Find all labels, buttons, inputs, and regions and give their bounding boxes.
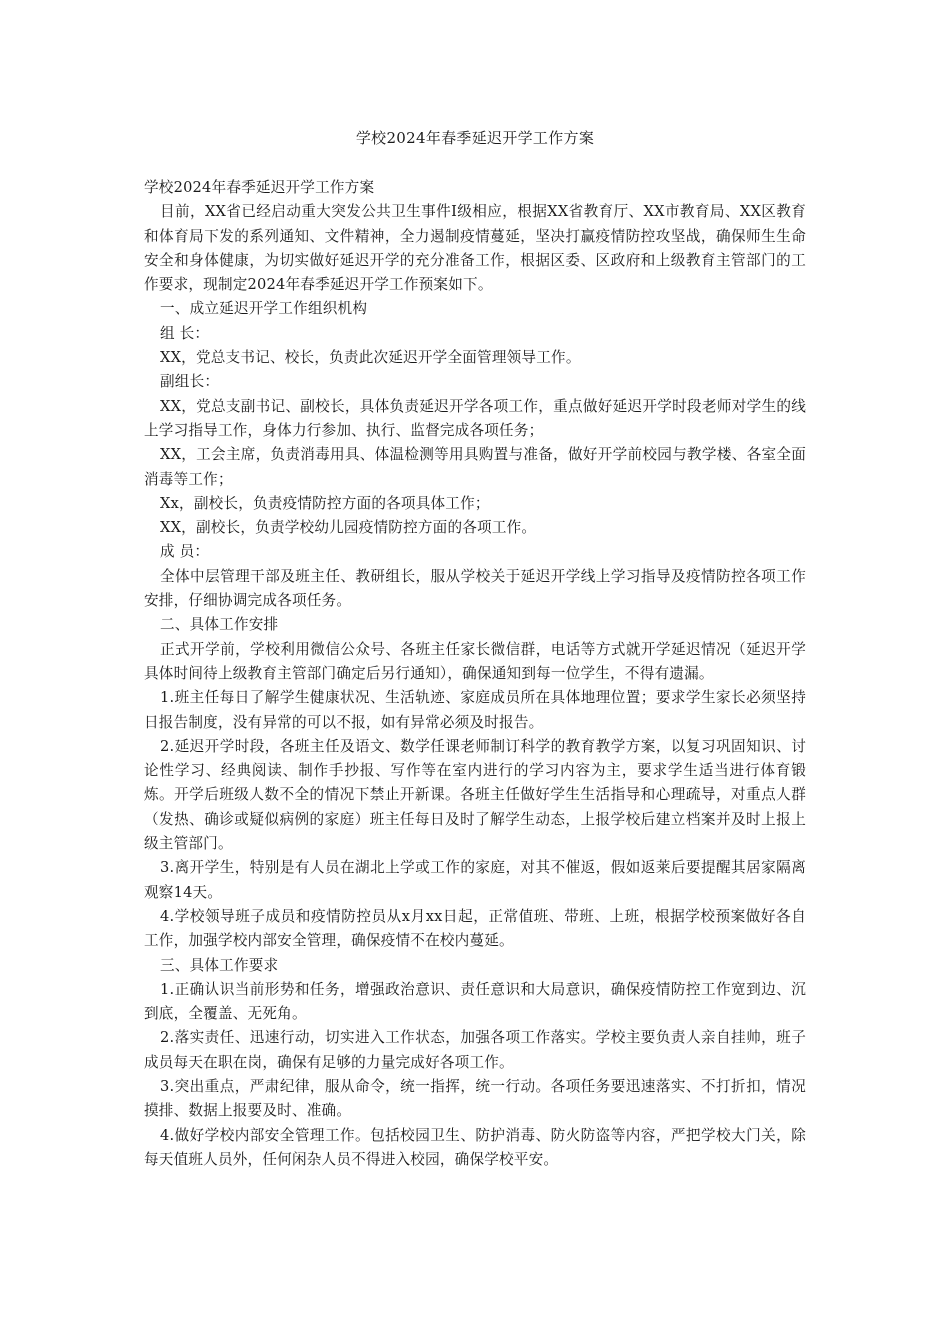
document-paragraph: 1.正确认识当前形势和任务，增强政治意识、责任意识和大局意识，确保疫情防控工作宽到边、沉到底，全覆盖、无死角。 — [144, 980, 806, 1023]
document-paragraph: 3.突出重点，严肃纪律，服从命令，统一指挥，统一行动。各项任务要迅速落实、不打折扣，情况摸排、数据上报要及时、准确。 — [144, 1077, 806, 1120]
document-paragraph: XX，副校长，负责学校幼儿园疫情防控方面的各项工作。 — [160, 519, 537, 537]
document-paragraph: 4.做好学校内部安全管理工作。包括校园卫生、防护消毒、防火防盗等内容，严把学校大门关，除每天值班人员外，任何闲杂人员不得进入校园，确保学校平安。 — [144, 1126, 806, 1168]
document-paragraph: 2.落实责任、迅速行动，切实进入工作状态，加强各项工作落实。学校主要负责人亲自挂帅，班子成员每天在职在岗，确保有足够的力量完成好各项工作。 — [144, 1029, 806, 1071]
document-body — [144, 176, 806, 1172]
document-paragraph: Xx，副校长，负责疫情防控方面的各项具体工作； — [160, 494, 490, 512]
document-paragraph: 3.离开学生，特别是有人员在湖北上学或工作的家庭，对其不催返，假如返莱后要提醒其居家隔离观察14天。 — [144, 859, 806, 901]
document-paragraph: 组 长： — [160, 324, 210, 342]
document-paragraph: 目前，XX省已经启动重大突发公共卫生事件Ⅰ级相应，根据XX省教育厅、XX市教育局、XX区教育和体育局下发的系列通知、文件精神，全力遏制疫情蔓延，坚决打赢疫情防控攻坚战，确保师生生命安全和身体健康，为切实做好延迟开学的充分准备工作，根据区委、区政府和上级教育主管部门的工作要求，现制定2024年春季延迟开学工作预案如下。 — [144, 203, 806, 294]
document-title: 学校2024年春季延迟开学工作方案 — [355, 129, 595, 147]
document-paragraph: 全体中层管理干部及班主任、教研组长，服从学校关于延迟开学线上学习指导及疫情防控各项工作安排，仔细协调完成各项任务。 — [144, 567, 806, 610]
document-paragraph: 正式开学前，学校利用微信公众号、各班主任家长微信群，电话等方式就开学延迟情况（延迟开学具体时间待上级教育主管部门确定后另行通知），确保通知到每一位学生，不得有遗漏。 — [144, 640, 806, 682]
document-paragraph: XX，工会主席，负责消毒用具、体温检测等用具购置与准备，做好开学前校园与教学楼、各室全面消毒等工作； — [144, 446, 806, 488]
document-paragraph: 4.学校领导班子成员和疫情防控员从x月xx日起，正常值班、带班、上班，根据学校预案做好各自工作，加强学校内部安全管理，确保疫情不在校内蔓延。 — [144, 907, 806, 950]
document-paragraph: XX，党总支书记、校长，负责此次延迟开学全面管理领导工作。 — [160, 349, 581, 367]
document-paragraph: 学校2024年春季延迟开学工作方案 — [144, 179, 375, 196]
document-paragraph: 一、成立延迟开学工作组织机构 — [160, 300, 368, 318]
document-paragraph: 副组长： — [160, 373, 220, 391]
document-paragraph: 三、具体工作要求 — [160, 956, 279, 974]
document-paragraph: 2.延迟开学时段，各班主任及语文、数学任课老师制订科学的教育教学方案，以复习巩固知识、讨论性学习、经典阅读、制作手抄报、写作等在室内进行的学习内容为主，要求学生适当进行体育锻炼。开学后班级人数不全的情况下禁止开新课。各班主任做好学生生活指导和心理疏导，对重点人群（发热、确诊或疑似病例的家庭）班主任每日及时了解学生动态，上报学校后建立档案并及时上报上级主管部门。 — [144, 737, 806, 853]
document-paragraph: XX，党总支副书记、副校长，具体负责延迟开学各项工作，重点做好延迟开学时段老师对学生的线上学习指导工作，身体力行参加、执行、监督完成各项任务； — [144, 397, 806, 439]
document-paragraph: 1.班主任每日了解学生健康状况、生活轨迹、家庭成员所在具体地理位置；要求学生家长必须坚持日报告制度，没有异常的可以不报，如有异常必须及时报告。 — [144, 689, 806, 731]
document-paragraph: 二、具体工作安排 — [160, 616, 279, 634]
document-paragraph: 成 员： — [160, 543, 210, 561]
